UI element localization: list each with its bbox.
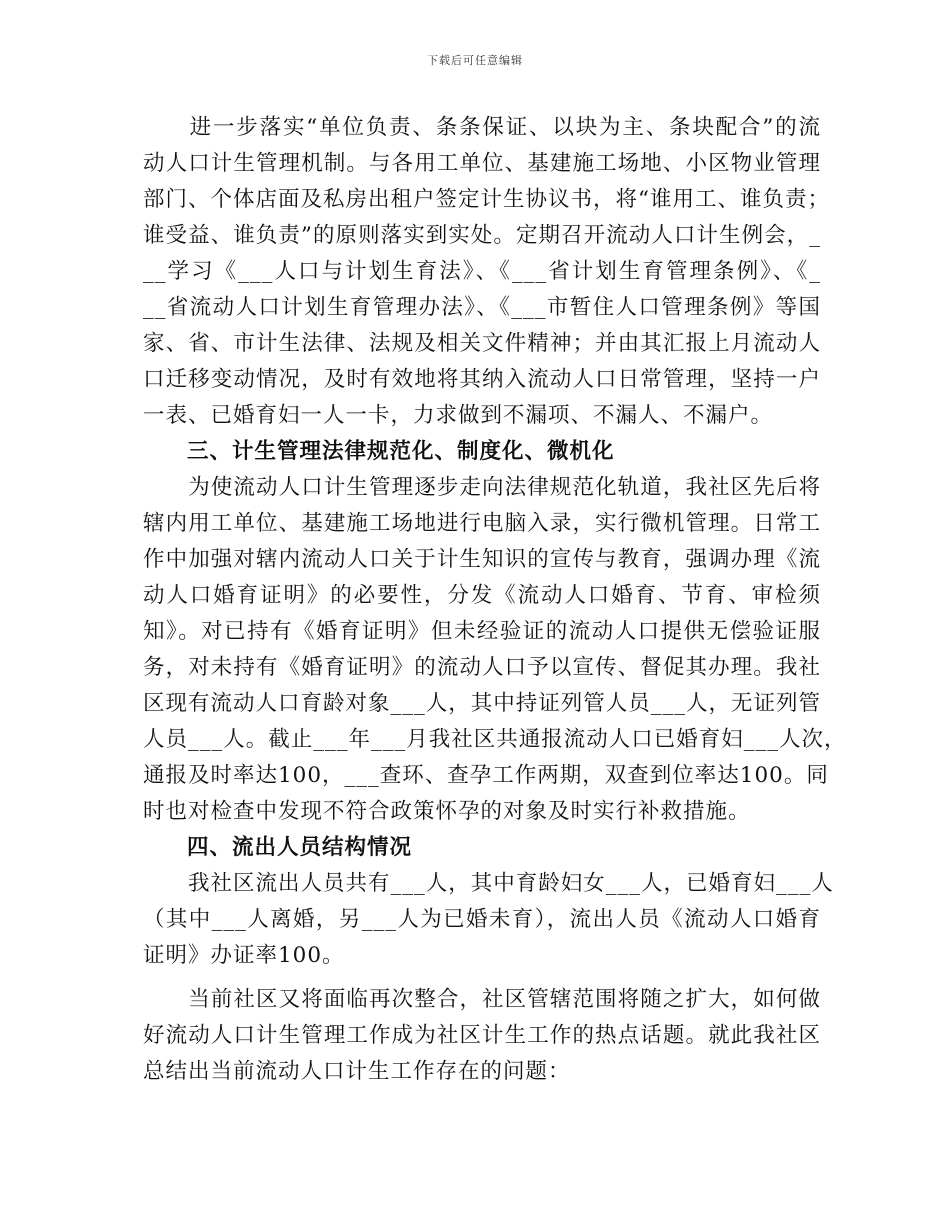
paragraph-line: 作中加强对辖内流动人口关于计生知识的宣传与教育，强调办理《流 [143,547,821,572]
paragraph-line: 为使流动人口计生管理逐步走向法律规范化轨道，我社区先后将 [143,475,821,500]
body-paragraph [143,110,830,434]
paragraph-line: 时也对检查中发现不符合政策怀孕的对象及时实行补救措施。 [143,799,751,824]
paragraph-line: 进一步落实“单位负责、条条保证、以块为主、条块配合”的流 [143,115,821,140]
paragraph-line: 区现有流动人口育龄对象___人，其中持证列管人员___人，无证列管 [143,691,822,716]
section-heading [143,830,821,866]
paragraph-line: 辖内用工单位、基建施工场地进行电脑入录，实行微机管理。日常工 [143,511,821,536]
body-paragraph [143,982,821,1090]
body-paragraph [143,470,847,830]
paragraph-line: 好流动人口计生管理工作成为社区计生工作的热点话题。就此我社区 [143,1023,821,1048]
paragraph-line: __学习《___人口与计划生育法》、《___省计划生育管理条例》、《_ [143,259,821,284]
page-header-note: 下载后可任意编辑 [427,54,523,67]
paragraph-line: 人员___人。截止___年___月我社区共通报流动人口已婚育妇___人次， [143,727,847,752]
paragraph-line: 我社区流出人员共有___人，其中育龄妇女___人，已婚育妇___人 [143,871,834,896]
paragraph-line: 总结出当前流动人口计生工作存在的问题： [143,1059,571,1084]
paragraph-line: （其中___人离婚，另___人为已婚未育），流出人员《流动人口婚育 [143,907,821,932]
heading-text: 四、流出人员结构情况 [187,835,413,860]
paragraph-line: 一表、已婚育妇一人一卡，力求做到不漏项、不漏人、不漏户。 [143,403,774,428]
heading-text: 三、计生管理法律规范化、制度化、微机化 [187,439,615,464]
paragraph-line: 证明》办证率100。 [143,943,345,968]
paragraph-line: 当前社区又将面临再次整合，社区管辖范围将随之扩大，如何做 [143,987,821,1012]
paragraph-line: 通报及时率达100，___查环、查孕工作两期，双查到位率达100。同 [143,763,829,788]
document-body [143,110,847,1090]
body-paragraph [143,866,834,974]
paragraph-line: 谁受益、谁负责”的原则落实到实处。定期召开流动人口计生例会，_ [143,223,821,248]
paragraph-line: 口迁移变动情况，及时有效地将其纳入流动人口日常管理，坚持一户 [143,367,821,392]
paragraph-gap [143,974,821,982]
paragraph-line: 动人口婚育证明》的必要性，分发《流动人口婚育、节育、审检须 [143,583,821,608]
section-heading [143,434,821,470]
paragraph-line: 家、省、市计生法律、法规及相关文件精神；并由其汇报上月流动人 [143,331,821,356]
paragraph-line: __省流动人口计划生育管理办法》、《___市暂住人口管理条例》等国 [143,295,821,320]
paragraph-line: 务，对未持有《婚育证明》的流动人口予以宣传、督促其办理。我社 [143,655,821,680]
paragraph-line: 动人口计生管理机制。与各用工单位、基建施工场地、小区物业管理 [143,151,821,176]
paragraph-line: 部门、个体店面及私房出租户签定计生协议书，将“谁用工、谁负责； [143,187,830,212]
paragraph-line: 知》。对已持有《婚育证明》但未经验证的流动人口提供无偿验证服 [143,619,821,644]
